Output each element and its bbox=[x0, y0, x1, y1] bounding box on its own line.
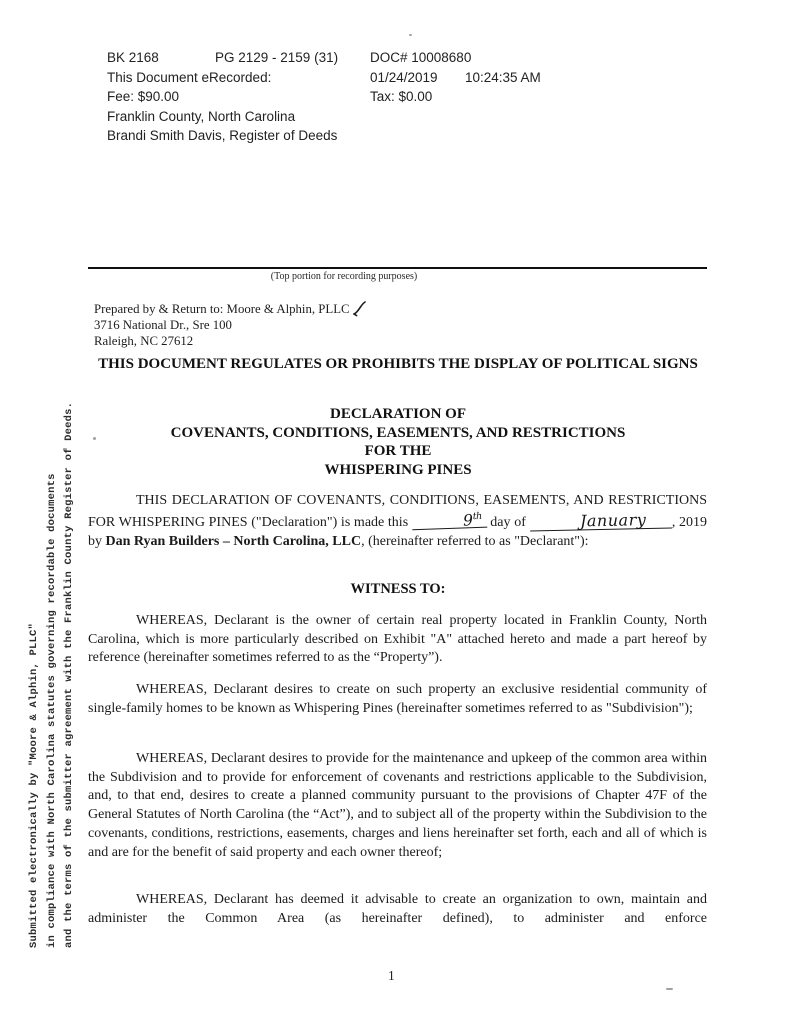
whereas-paragraph-create: WHEREAS, Declarant desires to create on such property an exclusive residential community of single-family homes to be known as Whispering Pines (hereinafter sometimes referred to as "Subdivision"); bbox=[88, 682, 707, 716]
page-number: 1 bbox=[388, 968, 395, 983]
prepared-by-block bbox=[94, 297, 368, 349]
scan-speck bbox=[666, 988, 673, 990]
county-line: Franklin County, North Carolina bbox=[107, 108, 296, 124]
submission-note-line: Submitted electronically by "Moore & Alphin, PLLC" bbox=[28, 622, 40, 948]
witness-heading: WITNESS TO: bbox=[350, 581, 446, 597]
submission-note-line: in compliance with North Carolina statutes governing recordable documents bbox=[45, 473, 58, 948]
handwritten-day: 9th bbox=[412, 509, 487, 530]
doc-number: DOC# 10008680 bbox=[370, 50, 472, 65]
recording-stamp bbox=[107, 48, 541, 146]
title-line-subdivision-name: WHISPERING PINES bbox=[324, 461, 472, 478]
whereas-paragraph-deemed: WHEREAS, Declarant has deemed it advisable to create an organization to own, maintain and administer the Common Area (as hereinafter defined), to administer and enforce bbox=[88, 892, 707, 926]
register-of-deeds-line: Brandi Smith Davis, Register of Deeds bbox=[107, 128, 338, 143]
whereas-paragraph-maintain: WHEREAS, Declarant desires to provide for the maintenance and upkeep of the common area within the Subdivision and to provide for enforcement of covenants and restrictions applicable to the Subdivision, and, to that end, desires to create a planned community pursuant to the provisions of Chapter 47F of the General Statutes of North Carolina (the “Act”), and to subject all of the property within the Subdivision to the covenants, conditions, restrictions, easements, charges and liens hereinafter set forth, each and all of which is and are for the benefit of said property and each owner thereof; bbox=[88, 751, 707, 860]
stamp-row-erecorded bbox=[107, 68, 541, 88]
political-signs-notice: THIS DOCUMENT REGULATES OR PROHIBITS THE DISPLAY OF POLITICAL SIGNS bbox=[98, 356, 698, 372]
intro-text-day-of: day of bbox=[486, 514, 530, 530]
title-line-for-the: FOR THE bbox=[364, 443, 432, 460]
book-number: BK 2168 bbox=[107, 50, 159, 65]
recorded-date: 01/24/2019 bbox=[370, 69, 438, 85]
intro-text-close: , (hereinafter referred to as "Declarant"): bbox=[361, 533, 589, 549]
submission-note-line: and the terms of the submitter agreement with the Franklin County Register of Deeds. bbox=[63, 401, 75, 948]
prepared-address-line: 3716 National Dr., Sre 100 bbox=[94, 318, 232, 332]
stamp-row-fee bbox=[107, 87, 541, 107]
title-line-declaration: DECLARATION OF bbox=[330, 406, 466, 422]
recording-divider-line bbox=[88, 267, 707, 269]
fee-amount: Fee: $90.00 bbox=[107, 89, 180, 104]
erecorded-label: This Document eRecorded: bbox=[107, 69, 272, 85]
document-title bbox=[88, 405, 708, 479]
pen-check-mark-icon bbox=[351, 301, 368, 317]
intro-text-year: , 2019 by bbox=[88, 514, 707, 549]
divider-caption: (Top portion for recording purposes) bbox=[270, 271, 418, 282]
scan-speck bbox=[93, 437, 96, 440]
sidebar-submission-note bbox=[26, 370, 82, 948]
intro-paragraph bbox=[88, 492, 707, 551]
prepared-city-line: Raleigh, NC 27612 bbox=[94, 334, 194, 348]
title-line-covenants: COVENANTS, CONDITIONS, EASEMENTS, AND RESTRICTIONS bbox=[170, 424, 626, 441]
recorded-time: 10:24:35 AM bbox=[465, 69, 541, 85]
scan-speck bbox=[409, 34, 412, 36]
page-range: PG 2129 - 2159 (31) bbox=[215, 50, 339, 65]
tax-amount: Tax: $0.00 bbox=[370, 89, 433, 104]
stamp-row-book bbox=[107, 48, 541, 68]
prepared-by-line: Prepared by & Return to: Moore & Alphin, PLLC bbox=[94, 297, 368, 317]
intro-text-open: THIS DECLARATION OF COVENANTS, CONDITIONS, EASEMENTS, AND RESTRICTIONS FOR WHISPERING PINES ("Declaration") is made this bbox=[88, 493, 707, 530]
declarant-name: Dan Ryan Builders – North Carolina, LLC bbox=[105, 533, 362, 549]
whereas-paragraph-owner: WHEREAS, Declarant is the owner of certain real property located in Franklin County, North Carolina, which is more particularly described on Exhibit "A" attached hereto and made a part hereof by reference (hereinafter sometimes referred to as the “Property”). bbox=[88, 613, 707, 666]
handwritten-month: January bbox=[529, 511, 672, 531]
